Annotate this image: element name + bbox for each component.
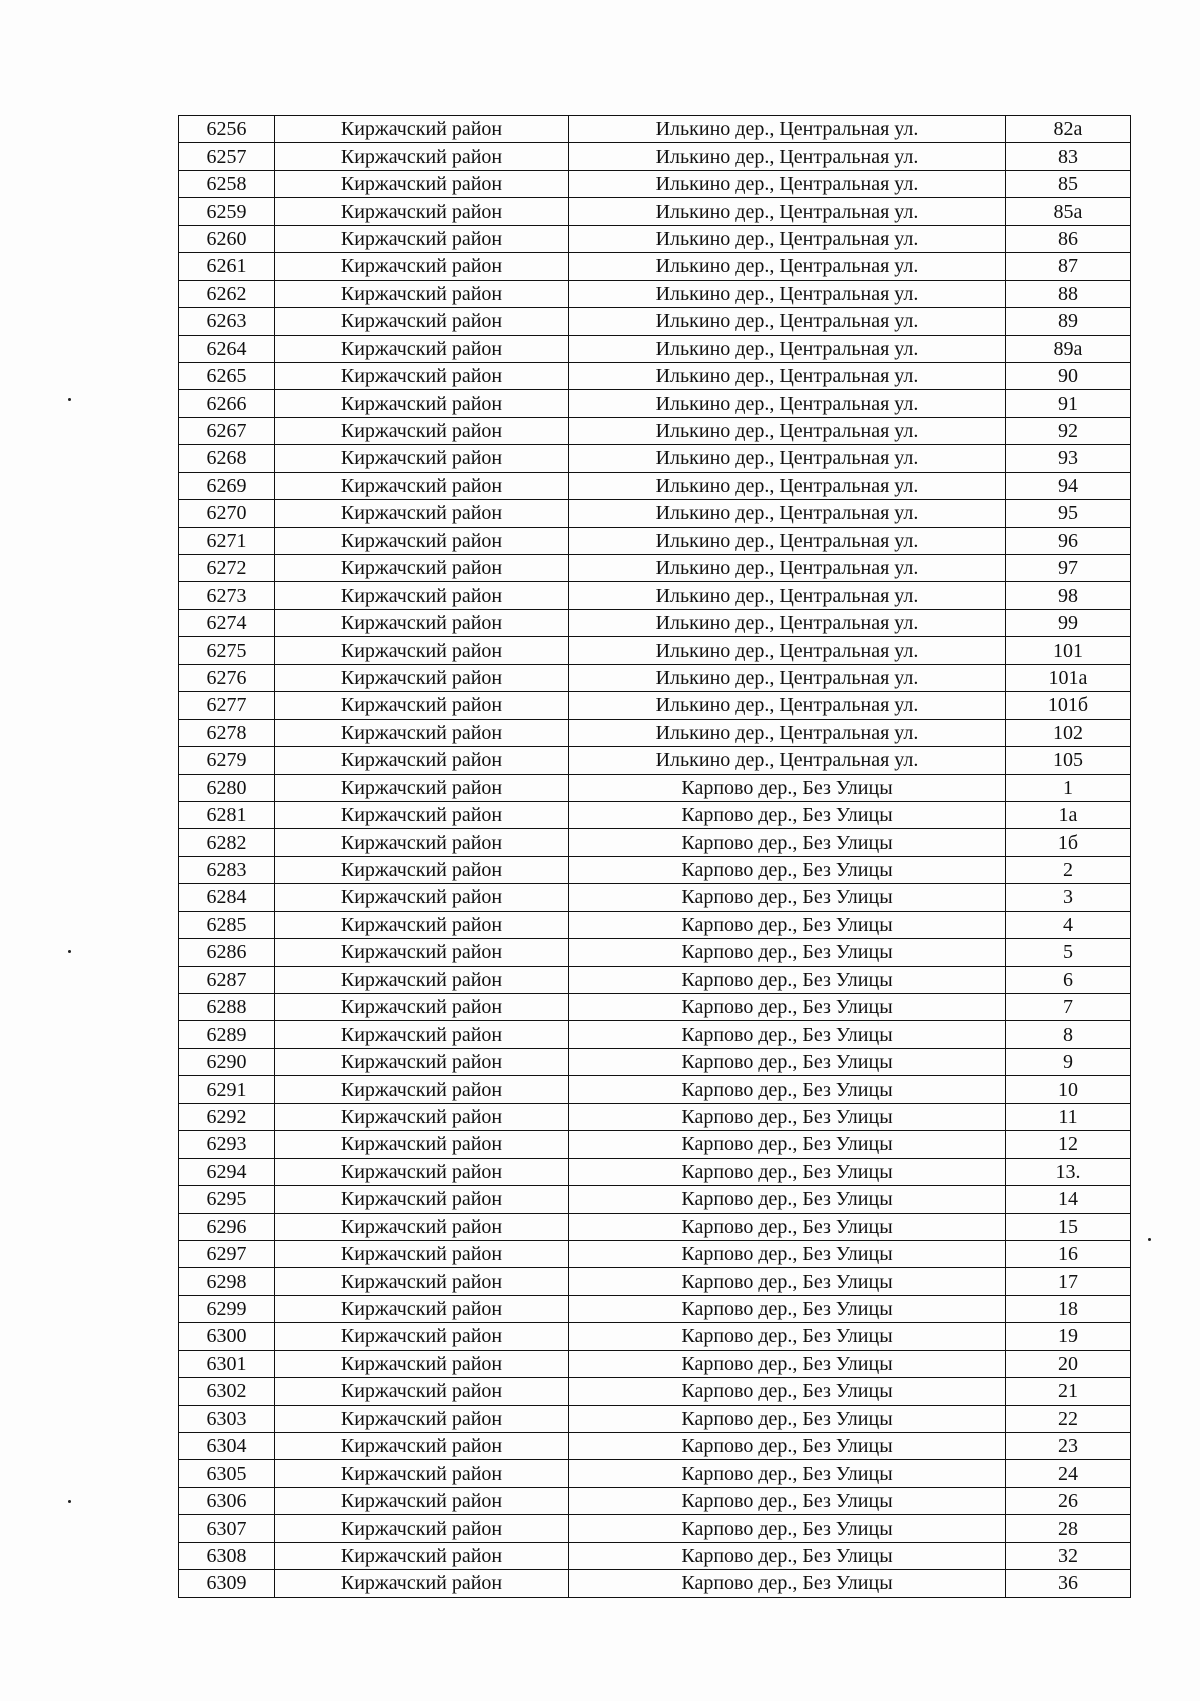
scan-speck: [68, 398, 71, 401]
scan-speck: [68, 1500, 71, 1503]
house-number-cell: 89а: [1006, 335, 1131, 362]
table-row: [179, 801, 1131, 828]
table-row: [179, 994, 1131, 1021]
house-number-cell: 5: [1006, 939, 1131, 966]
district-cell: Киржачский район: [275, 1433, 569, 1460]
house-number-cell: 97: [1006, 555, 1131, 582]
address-cell: Илькино дер., Центральная ул.: [569, 225, 1006, 252]
table-row: [179, 116, 1131, 143]
house-number-cell: 1: [1006, 774, 1131, 801]
address-cell: Карпово дер., Без Улицы: [569, 1240, 1006, 1267]
district-cell: Киржачский район: [275, 1542, 569, 1569]
district-cell: Киржачский район: [275, 1350, 569, 1377]
address-cell: Карпово дер., Без Улицы: [569, 1433, 1006, 1460]
address-cell: Илькино дер., Центральная ул.: [569, 143, 1006, 170]
house-number-cell: 28: [1006, 1515, 1131, 1542]
address-cell: Илькино дер., Центральная ул.: [569, 362, 1006, 389]
row-number-cell: 6293: [179, 1131, 275, 1158]
district-cell: Киржачский район: [275, 198, 569, 225]
district-cell: Киржачский район: [275, 1048, 569, 1075]
table-row: [179, 280, 1131, 307]
row-number-cell: 6289: [179, 1021, 275, 1048]
table-row: [179, 884, 1131, 911]
table-row: [179, 1405, 1131, 1432]
district-cell: Киржачский район: [275, 1460, 569, 1487]
row-number-cell: 6298: [179, 1268, 275, 1295]
table-row: [179, 1487, 1131, 1514]
table-row: [179, 335, 1131, 362]
address-cell: Илькино дер., Центральная ул.: [569, 390, 1006, 417]
table-row: [179, 747, 1131, 774]
house-number-cell: 91: [1006, 390, 1131, 417]
address-cell: Карпово дер., Без Улицы: [569, 1378, 1006, 1405]
address-cell: Карпово дер., Без Улицы: [569, 911, 1006, 938]
district-cell: Киржачский район: [275, 966, 569, 993]
district-cell: Киржачский район: [275, 1186, 569, 1213]
district-cell: Киржачский район: [275, 1295, 569, 1322]
row-number-cell: 6280: [179, 774, 275, 801]
table-row: [179, 417, 1131, 444]
district-cell: Киржачский район: [275, 1378, 569, 1405]
row-number-cell: 6267: [179, 417, 275, 444]
row-number-cell: 6271: [179, 527, 275, 554]
district-cell: Киржачский район: [275, 1487, 569, 1514]
table-row: [179, 1542, 1131, 1569]
row-number-cell: 6286: [179, 939, 275, 966]
row-number-cell: 6277: [179, 692, 275, 719]
table-row: [179, 1515, 1131, 1542]
table-row: [179, 582, 1131, 609]
district-cell: Киржачский район: [275, 362, 569, 389]
row-number-cell: 6306: [179, 1487, 275, 1514]
house-number-cell: 15: [1006, 1213, 1131, 1240]
table-row: [179, 1213, 1131, 1240]
address-cell: Карпово дер., Без Улицы: [569, 1103, 1006, 1130]
house-number-cell: 3: [1006, 884, 1131, 911]
district-cell: Киржачский район: [275, 856, 569, 883]
district-cell: Киржачский район: [275, 994, 569, 1021]
district-cell: Киржачский район: [275, 609, 569, 636]
address-cell: Илькино дер., Центральная ул.: [569, 527, 1006, 554]
house-number-cell: 13.: [1006, 1158, 1131, 1185]
house-number-cell: 19: [1006, 1323, 1131, 1350]
address-cell: Илькино дер., Центральная ул.: [569, 198, 1006, 225]
district-cell: Киржачский район: [275, 637, 569, 664]
row-number-cell: 6276: [179, 664, 275, 691]
district-cell: Киржачский район: [275, 143, 569, 170]
house-number-cell: 99: [1006, 609, 1131, 636]
row-number-cell: 6278: [179, 719, 275, 746]
table-row: [179, 1048, 1131, 1075]
address-registry-table: [178, 115, 1131, 1598]
table-row: [179, 774, 1131, 801]
address-cell: Илькино дер., Центральная ул.: [569, 280, 1006, 307]
table-row: [179, 225, 1131, 252]
house-number-cell: 36: [1006, 1570, 1131, 1597]
address-cell: Илькино дер., Центральная ул.: [569, 692, 1006, 719]
address-cell: Илькино дер., Центральная ул.: [569, 500, 1006, 527]
district-cell: Киржачский район: [275, 1323, 569, 1350]
address-cell: Карпово дер., Без Улицы: [569, 939, 1006, 966]
house-number-cell: 102: [1006, 719, 1131, 746]
address-cell: Карпово дер., Без Улицы: [569, 1131, 1006, 1158]
address-cell: Карпово дер., Без Улицы: [569, 1570, 1006, 1597]
table-row: [179, 1240, 1131, 1267]
row-number-cell: 6262: [179, 280, 275, 307]
district-cell: Киржачский район: [275, 747, 569, 774]
house-number-cell: 2: [1006, 856, 1131, 883]
row-number-cell: 6257: [179, 143, 275, 170]
registry-table-body: [179, 116, 1131, 1598]
address-cell: Илькино дер., Центральная ул.: [569, 308, 1006, 335]
table-row: [179, 719, 1131, 746]
row-number-cell: 6282: [179, 829, 275, 856]
row-number-cell: 6292: [179, 1103, 275, 1130]
house-number-cell: 101б: [1006, 692, 1131, 719]
table-row: [179, 555, 1131, 582]
address-cell: Карпово дер., Без Улицы: [569, 1323, 1006, 1350]
address-cell: Карпово дер., Без Улицы: [569, 1515, 1006, 1542]
table-row: [179, 1076, 1131, 1103]
address-cell: Карпово дер., Без Улицы: [569, 966, 1006, 993]
scan-speck: [68, 950, 71, 953]
house-number-cell: 92: [1006, 417, 1131, 444]
district-cell: Киржачский район: [275, 527, 569, 554]
table-row: [179, 829, 1131, 856]
district-cell: Киржачский район: [275, 911, 569, 938]
table-row: [179, 1323, 1131, 1350]
house-number-cell: 94: [1006, 472, 1131, 499]
district-cell: Киржачский район: [275, 774, 569, 801]
house-number-cell: 98: [1006, 582, 1131, 609]
table-row: [179, 856, 1131, 883]
row-number-cell: 6307: [179, 1515, 275, 1542]
table-row: [179, 1103, 1131, 1130]
address-cell: Карпово дер., Без Улицы: [569, 1268, 1006, 1295]
address-cell: Карпово дер., Без Улицы: [569, 1542, 1006, 1569]
district-cell: Киржачский район: [275, 692, 569, 719]
table-row: [179, 472, 1131, 499]
row-number-cell: 6263: [179, 308, 275, 335]
address-cell: Карпово дер., Без Улицы: [569, 994, 1006, 1021]
table-row: [179, 445, 1131, 472]
row-number-cell: 6284: [179, 884, 275, 911]
address-cell: Илькино дер., Центральная ул.: [569, 664, 1006, 691]
address-cell: Карпово дер., Без Улицы: [569, 774, 1006, 801]
house-number-cell: 6: [1006, 966, 1131, 993]
address-cell: Карпово дер., Без Улицы: [569, 1460, 1006, 1487]
row-number-cell: 6300: [179, 1323, 275, 1350]
district-cell: Киржачский район: [275, 1076, 569, 1103]
row-number-cell: 6301: [179, 1350, 275, 1377]
district-cell: Киржачский район: [275, 417, 569, 444]
address-cell: Илькино дер., Центральная ул.: [569, 417, 1006, 444]
table-row: [179, 527, 1131, 554]
district-cell: Киржачский район: [275, 253, 569, 280]
address-cell: Илькино дер., Центральная ул.: [569, 116, 1006, 143]
house-number-cell: 82а: [1006, 116, 1131, 143]
district-cell: Киржачский район: [275, 664, 569, 691]
address-cell: Карпово дер., Без Улицы: [569, 801, 1006, 828]
table-row: [179, 1021, 1131, 1048]
row-number-cell: 6302: [179, 1378, 275, 1405]
row-number-cell: 6273: [179, 582, 275, 609]
address-cell: Карпово дер., Без Улицы: [569, 1158, 1006, 1185]
district-cell: Киржачский район: [275, 1268, 569, 1295]
house-number-cell: 26: [1006, 1487, 1131, 1514]
scan-speck: [1148, 1238, 1151, 1241]
district-cell: Киржачский район: [275, 801, 569, 828]
house-number-cell: 105: [1006, 747, 1131, 774]
address-cell: Карпово дер., Без Улицы: [569, 1405, 1006, 1432]
address-cell: Илькино дер., Центральная ул.: [569, 472, 1006, 499]
house-number-cell: 21: [1006, 1378, 1131, 1405]
row-number-cell: 6303: [179, 1405, 275, 1432]
house-number-cell: 12: [1006, 1131, 1131, 1158]
house-number-cell: 101: [1006, 637, 1131, 664]
row-number-cell: 6285: [179, 911, 275, 938]
row-number-cell: 6269: [179, 472, 275, 499]
row-number-cell: 6272: [179, 555, 275, 582]
row-number-cell: 6297: [179, 1240, 275, 1267]
row-number-cell: 6305: [179, 1460, 275, 1487]
district-cell: Киржачский район: [275, 829, 569, 856]
table-row: [179, 1350, 1131, 1377]
row-number-cell: 6295: [179, 1186, 275, 1213]
address-cell: Карпово дер., Без Улицы: [569, 856, 1006, 883]
table-row: [179, 1268, 1131, 1295]
address-cell: Карпово дер., Без Улицы: [569, 1186, 1006, 1213]
district-cell: Киржачский район: [275, 1158, 569, 1185]
table-row: [179, 170, 1131, 197]
table-row: [179, 609, 1131, 636]
table-row: [179, 911, 1131, 938]
house-number-cell: 17: [1006, 1268, 1131, 1295]
house-number-cell: 93: [1006, 445, 1131, 472]
district-cell: Киржачский район: [275, 1570, 569, 1597]
district-cell: Киржачский район: [275, 555, 569, 582]
table-row: [179, 664, 1131, 691]
table-row: [179, 1186, 1131, 1213]
row-number-cell: 6279: [179, 747, 275, 774]
district-cell: Киржачский район: [275, 939, 569, 966]
house-number-cell: 32: [1006, 1542, 1131, 1569]
district-cell: Киржачский район: [275, 500, 569, 527]
address-cell: Карпово дер., Без Улицы: [569, 1076, 1006, 1103]
table-row: [179, 1158, 1131, 1185]
table-row: [179, 1131, 1131, 1158]
district-cell: Киржачский район: [275, 719, 569, 746]
table-row: [179, 692, 1131, 719]
table-row: [179, 1570, 1131, 1597]
table-row: [179, 198, 1131, 225]
address-cell: Карпово дер., Без Улицы: [569, 829, 1006, 856]
district-cell: Киржачский район: [275, 1240, 569, 1267]
district-cell: Киржачский район: [275, 116, 569, 143]
house-number-cell: 9: [1006, 1048, 1131, 1075]
address-cell: Илькино дер., Центральная ул.: [569, 335, 1006, 362]
row-number-cell: 6309: [179, 1570, 275, 1597]
address-cell: Илькино дер., Центральная ул.: [569, 609, 1006, 636]
row-number-cell: 6291: [179, 1076, 275, 1103]
table-row: [179, 637, 1131, 664]
row-number-cell: 6296: [179, 1213, 275, 1240]
row-number-cell: 6283: [179, 856, 275, 883]
address-cell: Карпово дер., Без Улицы: [569, 1213, 1006, 1240]
address-cell: Илькино дер., Центральная ул.: [569, 747, 1006, 774]
row-number-cell: 6290: [179, 1048, 275, 1075]
address-cell: Илькино дер., Центральная ул.: [569, 555, 1006, 582]
row-number-cell: 6275: [179, 637, 275, 664]
row-number-cell: 6308: [179, 1542, 275, 1569]
table-row: [179, 500, 1131, 527]
house-number-cell: 83: [1006, 143, 1131, 170]
house-number-cell: 22: [1006, 1405, 1131, 1432]
district-cell: Киржачский район: [275, 335, 569, 362]
house-number-cell: 16: [1006, 1240, 1131, 1267]
district-cell: Киржачский район: [275, 445, 569, 472]
address-cell: Карпово дер., Без Улицы: [569, 1021, 1006, 1048]
table-row: [179, 939, 1131, 966]
house-number-cell: 85а: [1006, 198, 1131, 225]
house-number-cell: 10: [1006, 1076, 1131, 1103]
row-number-cell: 6281: [179, 801, 275, 828]
house-number-cell: 20: [1006, 1350, 1131, 1377]
table-row: [179, 1378, 1131, 1405]
house-number-cell: 89: [1006, 308, 1131, 335]
house-number-cell: 4: [1006, 911, 1131, 938]
row-number-cell: 6274: [179, 609, 275, 636]
house-number-cell: 11: [1006, 1103, 1131, 1130]
address-cell: Илькино дер., Центральная ул.: [569, 719, 1006, 746]
house-number-cell: 85: [1006, 170, 1131, 197]
row-number-cell: 6288: [179, 994, 275, 1021]
row-number-cell: 6266: [179, 390, 275, 417]
district-cell: Киржачский район: [275, 1515, 569, 1542]
house-number-cell: 24: [1006, 1460, 1131, 1487]
row-number-cell: 6287: [179, 966, 275, 993]
address-cell: Карпово дер., Без Улицы: [569, 1350, 1006, 1377]
table-row: [179, 143, 1131, 170]
address-cell: Карпово дер., Без Улицы: [569, 1295, 1006, 1322]
district-cell: Киржачский район: [275, 1103, 569, 1130]
district-cell: Киржачский район: [275, 170, 569, 197]
house-number-cell: 90: [1006, 362, 1131, 389]
address-cell: Карпово дер., Без Улицы: [569, 884, 1006, 911]
row-number-cell: 6261: [179, 253, 275, 280]
row-number-cell: 6270: [179, 500, 275, 527]
row-number-cell: 6268: [179, 445, 275, 472]
house-number-cell: 96: [1006, 527, 1131, 554]
district-cell: Киржачский район: [275, 225, 569, 252]
address-cell: Карпово дер., Без Улицы: [569, 1487, 1006, 1514]
row-number-cell: 6294: [179, 1158, 275, 1185]
row-number-cell: 6304: [179, 1433, 275, 1460]
house-number-cell: 7: [1006, 994, 1131, 1021]
address-cell: Карпово дер., Без Улицы: [569, 1048, 1006, 1075]
row-number-cell: 6264: [179, 335, 275, 362]
address-cell: Илькино дер., Центральная ул.: [569, 253, 1006, 280]
address-cell: Илькино дер., Центральная ул.: [569, 445, 1006, 472]
house-number-cell: 14: [1006, 1186, 1131, 1213]
table-row: [179, 390, 1131, 417]
address-cell: Илькино дер., Центральная ул.: [569, 637, 1006, 664]
house-number-cell: 87: [1006, 253, 1131, 280]
district-cell: Киржачский район: [275, 1021, 569, 1048]
row-number-cell: 6299: [179, 1295, 275, 1322]
row-number-cell: 6265: [179, 362, 275, 389]
district-cell: Киржачский район: [275, 308, 569, 335]
house-number-cell: 1а: [1006, 801, 1131, 828]
table-row: [179, 1295, 1131, 1322]
house-number-cell: 8: [1006, 1021, 1131, 1048]
house-number-cell: 86: [1006, 225, 1131, 252]
house-number-cell: 95: [1006, 500, 1131, 527]
district-cell: Киржачский район: [275, 582, 569, 609]
row-number-cell: 6259: [179, 198, 275, 225]
table-row: [179, 308, 1131, 335]
table-row: [179, 1460, 1131, 1487]
table-row: [179, 362, 1131, 389]
address-cell: Илькино дер., Центральная ул.: [569, 170, 1006, 197]
district-cell: Киржачский район: [275, 1405, 569, 1432]
table-row: [179, 1433, 1131, 1460]
district-cell: Киржачский район: [275, 884, 569, 911]
house-number-cell: 18: [1006, 1295, 1131, 1322]
house-number-cell: 1б: [1006, 829, 1131, 856]
table-row: [179, 966, 1131, 993]
district-cell: Киржачский район: [275, 390, 569, 417]
row-number-cell: 6260: [179, 225, 275, 252]
address-cell: Илькино дер., Центральная ул.: [569, 582, 1006, 609]
row-number-cell: 6256: [179, 116, 275, 143]
district-cell: Киржачский район: [275, 472, 569, 499]
district-cell: Киржачский район: [275, 1131, 569, 1158]
district-cell: Киржачский район: [275, 280, 569, 307]
district-cell: Киржачский район: [275, 1213, 569, 1240]
table-row: [179, 253, 1131, 280]
house-number-cell: 101а: [1006, 664, 1131, 691]
house-number-cell: 88: [1006, 280, 1131, 307]
row-number-cell: 6258: [179, 170, 275, 197]
house-number-cell: 23: [1006, 1433, 1131, 1460]
